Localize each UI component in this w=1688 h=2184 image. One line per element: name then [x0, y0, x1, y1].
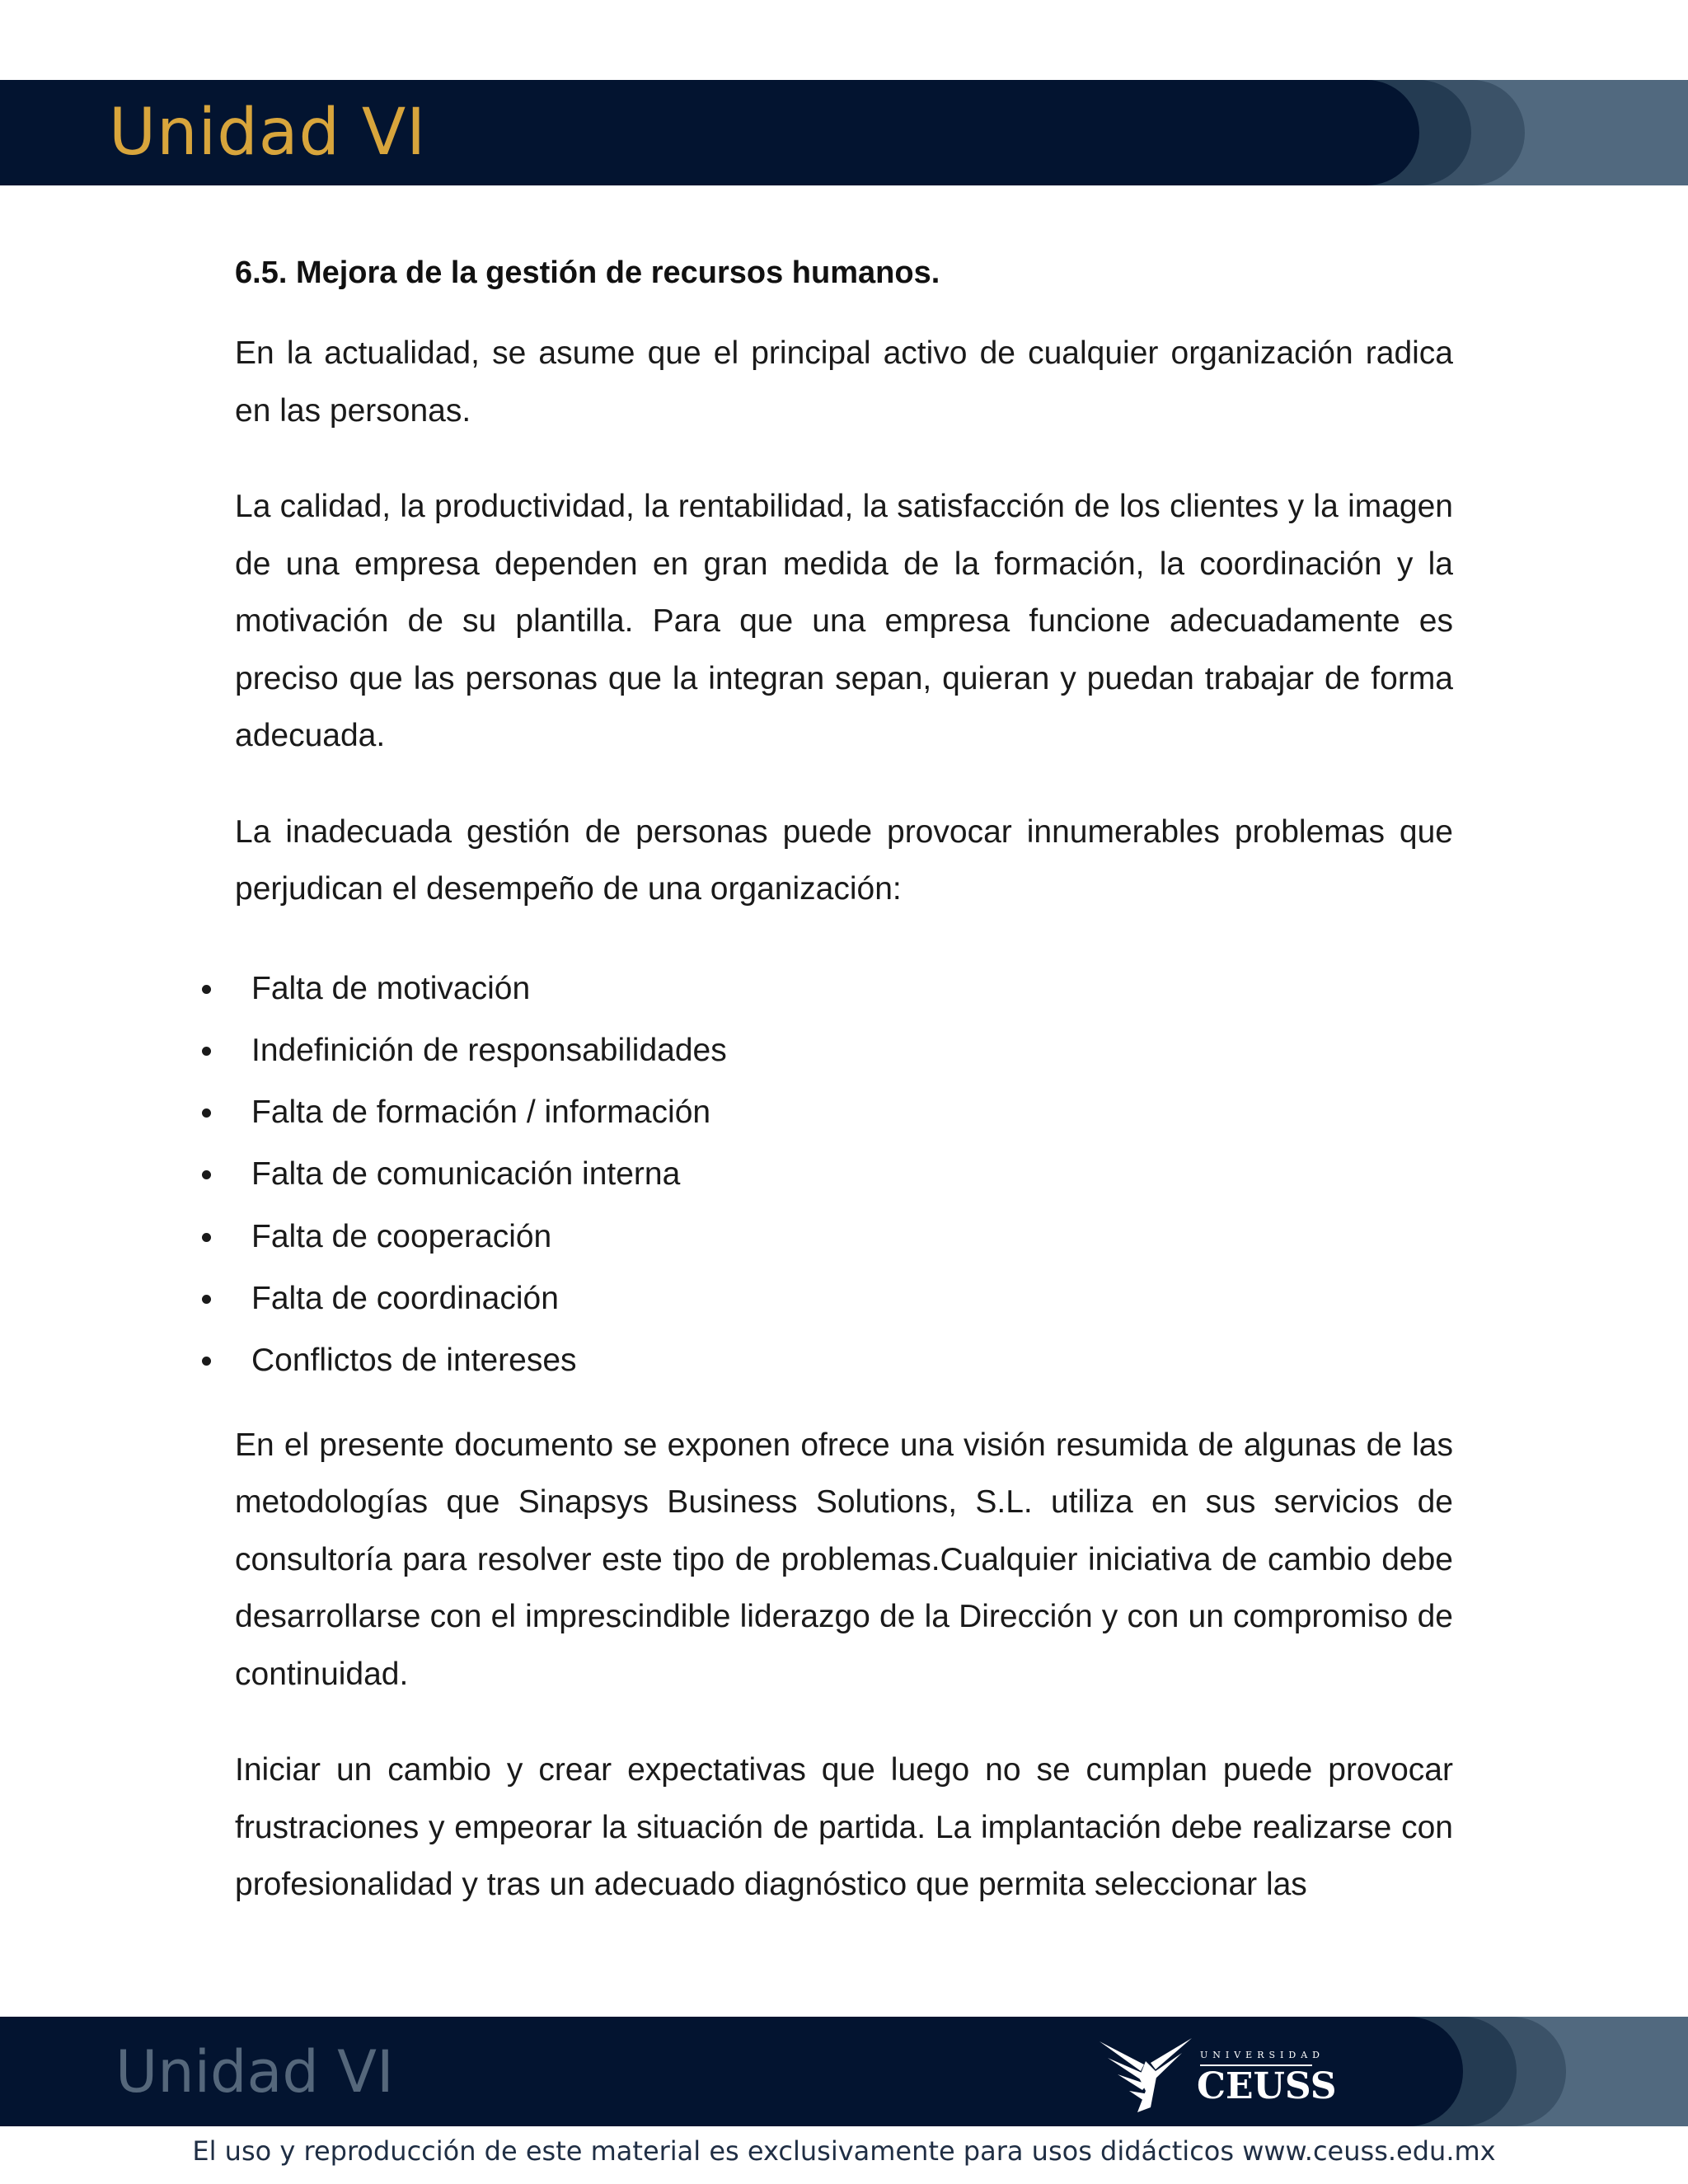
logo-name: CEUSS	[1197, 2065, 1337, 2107]
list-item	[202, 1206, 1453, 1268]
ceuss-logo	[1096, 2033, 1337, 2116]
footer-band	[0, 2017, 1688, 2126]
logo-university-label: UNIVERSIDAD	[1200, 2050, 1325, 2060]
list-item-text: Falta de motivación	[251, 970, 531, 1006]
list-item-text: Conflictos de intereses	[251, 1343, 577, 1379]
footer-title: Unidad VI	[115, 2038, 394, 2106]
list-item	[202, 1019, 1453, 1081]
list-item-text: Falta de cooperación	[251, 1218, 552, 1254]
list-item	[202, 1143, 1453, 1205]
footer-notice: El uso y reproducción de este material es exclusivamente para usos didácticos www.ceuss.edu.mx	[192, 2135, 1496, 2167]
document-body	[235, 247, 1453, 1914]
bullet-icon	[202, 985, 211, 994]
list-item-text: Falta de formación / información	[251, 1094, 711, 1131]
list-item	[202, 958, 1453, 1019]
bullet-icon	[202, 1170, 211, 1179]
header-title: Unidad VI	[109, 96, 427, 170]
paragraph-methodologies: En el presente documento se exponen ofrece una visión resumida de algunas de las metodologías que Sinapsys Business Solutions, S.L. utiliza en sus servicios de consultoría para resolver este tipo de problemas.Cualquier iniciativa de cambio debe desarrollarse con el imprescindible liderazgo de la Dirección y con un compromiso de continuidad.	[235, 1427, 1453, 1692]
paragraph-intro: En la actualidad, se asume que el principal activo de cualquier organización radica en las personas.	[235, 335, 1453, 429]
header-band	[0, 80, 1688, 185]
section-heading: 6.5. Mejora de la gestión de recursos humanos.	[235, 255, 940, 290]
ceuss-eagle-icon	[1096, 2033, 1195, 2116]
bullet-icon	[202, 1047, 211, 1056]
bullet-icon	[202, 1295, 211, 1304]
bullet-icon	[202, 1233, 211, 1242]
problems-list	[202, 958, 1453, 1392]
list-item	[202, 1329, 1453, 1391]
list-item	[202, 1081, 1453, 1143]
list-item	[202, 1268, 1453, 1329]
list-item-text: Indefinición de responsabilidades	[251, 1032, 727, 1068]
bullet-icon	[202, 1357, 211, 1366]
list-item-text: Falta de coordinación	[251, 1280, 559, 1316]
paragraph-change: Iniciar un cambio y crear expectativas que luego no se cumplan puede provocar frustraciones y empeorar la situación de partida. La implantación debe realizarse con profesionalidad y tras un adecuado diagnóstico que permita seleccionar las	[235, 1752, 1453, 1903]
list-item-text: Falta de comunicación interna	[251, 1156, 681, 1193]
paragraph-quality: La calidad, la productividad, la rentabilidad, la satisfacción de los clientes y la imagen de una empresa dependen en gran medida de la formación, la coordinación y la motivación de su plantilla. Para que una empresa funcione adecuadamente es preciso que las personas que la integran sepan, quieran y puedan trabajar de forma adecuada.	[235, 489, 1453, 753]
paragraph-problems-intro: La inadecuada gestión de personas puede provocar innumerables problemas que perjudican el desempeño de una organización:	[235, 813, 1453, 907]
bullet-icon	[202, 1108, 211, 1118]
